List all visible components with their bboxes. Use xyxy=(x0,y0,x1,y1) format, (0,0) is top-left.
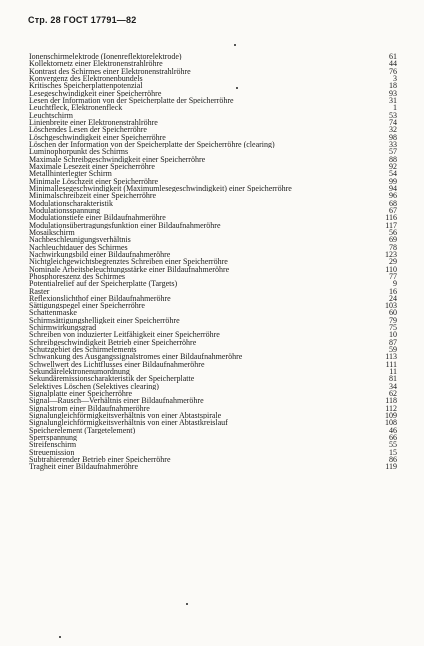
entry-page-number: 112 xyxy=(385,403,397,413)
index-entry xyxy=(29,170,397,177)
entry-term: Leuchtschirm xyxy=(29,111,73,119)
entry-term: Reflexionslichthof einer Bildaufnahmeröhre xyxy=(29,294,171,303)
entry-page-number: 93 xyxy=(389,88,397,98)
entry-term: Sekundärelektronenumordnung xyxy=(29,368,130,376)
index-entry xyxy=(29,302,397,309)
entry-term: Sperrspannung xyxy=(29,434,77,442)
entry-page-number: 117 xyxy=(385,220,397,230)
entry-term: Streifenschirm xyxy=(29,441,77,449)
entry-term: Phosphoreszenz des Schirmes xyxy=(29,272,125,281)
entry-page-number: 67 xyxy=(389,205,397,215)
entry-page-number: 98 xyxy=(389,132,397,142)
entry-term: Signalstrom einer Bildaufnahmeröhre xyxy=(29,404,150,413)
print-speck xyxy=(236,87,238,89)
index-entry xyxy=(29,53,397,60)
index-entry xyxy=(29,412,397,419)
entry-term: Raster xyxy=(29,287,50,295)
entry-page-number: 96 xyxy=(389,191,397,201)
index-list xyxy=(29,53,397,471)
entry-page-number: 60 xyxy=(389,308,397,318)
index-entry xyxy=(29,200,397,207)
entry-page-number: 79 xyxy=(389,315,397,325)
entry-term: Nachwirkungsbild einer Bildaufnahmeröhre xyxy=(29,250,171,259)
index-entry xyxy=(29,258,397,265)
index-entry xyxy=(29,456,397,463)
entry-term: Löschgeschwindigkeit einer Speicherröhre xyxy=(29,133,166,141)
entry-page-number: 11 xyxy=(389,367,397,377)
entry-term: Signalungleichförmigkeitsverhältnis von einer Abtastspirale xyxy=(29,412,222,420)
entry-term: Schattenmaske xyxy=(29,309,77,317)
entry-term: Selektives Löschen (Selektives clearing) xyxy=(29,382,159,391)
entry-term: Mosaikschirm xyxy=(29,228,75,237)
print-speck xyxy=(234,44,236,46)
entry-term: Leuchtfleck, Elektronenfleck xyxy=(29,104,123,112)
entry-page-number: 76 xyxy=(389,66,397,76)
entry-term: Speicherelement (Targetelement) xyxy=(29,426,136,435)
index-entry xyxy=(29,97,397,104)
entry-page-number: 68 xyxy=(389,198,397,208)
entry-term: Modulationsspannung xyxy=(29,206,101,215)
entry-term: Linienbreite einer Elektronenstrahlröhre xyxy=(29,118,158,127)
entry-term: Maximale Lesezeit einer Speicherröhre xyxy=(29,162,155,171)
entry-page-number: 109 xyxy=(385,411,397,421)
index-entry xyxy=(29,353,397,360)
index-entry xyxy=(29,222,397,229)
entry-term: Sättigungspegel einer Speicherröhre xyxy=(29,302,145,310)
index-entry xyxy=(29,449,397,456)
entry-term: Maximale Schreibgeschwindigkeit einer Speicherröhre xyxy=(29,155,206,163)
entry-page-number: 111 xyxy=(385,359,397,369)
entry-page-number: 118 xyxy=(385,396,397,406)
entry-term: Minimalschreibzeit einer Speicherröhre xyxy=(29,192,157,200)
entry-page-number: 86 xyxy=(389,455,397,465)
entry-term: Subtrahierender Betrieb einer Speicherröhre xyxy=(29,456,171,464)
entry-page-number: 10 xyxy=(389,330,397,340)
entry-term: Schreibgeschwindigkeit Betrieb einer Speicherröhre xyxy=(29,338,197,347)
entry-page-number: 92 xyxy=(389,161,397,171)
index-entry xyxy=(29,434,397,441)
index-entry xyxy=(29,280,397,287)
entry-term: Konvergenz des Elektronenbundels xyxy=(29,74,143,83)
index-entry xyxy=(29,214,397,221)
entry-page-number: 108 xyxy=(385,418,397,428)
entry-term: Metallhinterlegter Schirm xyxy=(29,170,112,178)
entry-page-number: 56 xyxy=(389,227,397,237)
index-entry xyxy=(29,361,397,368)
index-entry xyxy=(29,397,397,404)
index-entry xyxy=(29,119,397,126)
entry-page-number: 103 xyxy=(385,301,397,311)
entry-term: Potentialrelief auf der Speicherplatte (Targets) xyxy=(29,280,178,288)
entry-page-number: 34 xyxy=(389,381,397,391)
entry-term: Tragheit einer Bildaufnahmeröhre xyxy=(29,463,139,471)
entry-page-number: 81 xyxy=(389,374,397,384)
index-entry xyxy=(29,251,397,258)
index-entry xyxy=(29,390,397,397)
index-entry xyxy=(29,126,397,133)
entry-page-number: 119 xyxy=(385,462,397,472)
entry-page-number: 44 xyxy=(389,59,397,69)
entry-term: Schirmwirkungsgrad xyxy=(29,324,97,332)
entry-page-number: 57 xyxy=(389,147,397,157)
entry-page-number: 16 xyxy=(389,286,397,296)
index-entry xyxy=(29,75,397,82)
entry-page-number: 32 xyxy=(389,125,397,135)
index-entry xyxy=(29,463,397,470)
entry-page-number: 78 xyxy=(389,242,397,252)
page-header: Стр. 28 ГОСТ 17791—82 xyxy=(28,15,137,25)
entry-page-number: 87 xyxy=(389,337,397,347)
index-entry xyxy=(29,288,397,295)
entry-page-number: 77 xyxy=(389,271,397,281)
entry-term: Nachleuchtdauer des Schirmes xyxy=(29,243,128,251)
entry-page-number: 18 xyxy=(389,81,397,91)
index-entry xyxy=(29,273,397,280)
entry-page-number: 3 xyxy=(393,73,397,83)
entry-page-number: 1 xyxy=(393,103,397,113)
entry-page-number: 88 xyxy=(389,154,397,164)
entry-term: Streuemission xyxy=(29,448,75,457)
entry-page-number: 53 xyxy=(389,110,397,120)
entry-term: Löschendes Lesen der Speicherröhre xyxy=(29,126,147,134)
index-entry xyxy=(29,427,397,434)
entry-term: Nachbeschleunigungsverhältnis xyxy=(29,236,131,244)
entry-term: Schreiben von induzierter Leitfähigkeit einer Speicherröhre xyxy=(29,331,220,339)
entry-page-number: 9 xyxy=(393,279,397,289)
entry-page-number: 33 xyxy=(389,139,397,149)
entry-page-number: 15 xyxy=(389,447,397,457)
index-entry xyxy=(29,236,397,243)
entry-term: Minimallesegeschwindigkeit (Maximumlesegeschwindigkeit) einer Speicherröhre xyxy=(29,184,292,193)
index-entry xyxy=(29,441,397,448)
index-entry xyxy=(29,148,397,155)
entry-term: Signalungleichförmigkeitsverhältnis von einer Abtastkreislauf xyxy=(29,419,228,427)
entry-term: Modulationstiefe einer Bildaufnahmeröhre xyxy=(29,214,166,222)
entry-page-number: 54 xyxy=(389,169,397,179)
index-entry xyxy=(29,60,397,67)
entry-term: Kollektornetz einer Elektronenstrahlröhre xyxy=(29,60,163,68)
entry-page-number: 94 xyxy=(389,183,397,193)
index-entry xyxy=(29,68,397,75)
entry-term: Schirmsättigungshelligkeit einer Speicherröhre xyxy=(29,316,180,325)
entry-term: Kritisches Speicherplattenpotenzial xyxy=(29,82,143,90)
entry-term: Minimale Löschzeit einer Speicherröhre xyxy=(29,177,159,185)
entry-page-number: 123 xyxy=(385,249,397,259)
index-entry xyxy=(29,331,397,338)
entry-term: Nichtgleichgewichtsbegrenztes Schreiben einer Speicherröhre xyxy=(29,258,228,266)
index-entry xyxy=(29,317,397,324)
index-entry xyxy=(29,405,397,412)
entry-page-number: 29 xyxy=(389,257,397,267)
index-entry xyxy=(29,156,397,163)
entry-page-number: 59 xyxy=(389,345,397,355)
entry-term: Ionenschirmelektrode (Ionenreflektorelektrode) xyxy=(29,53,182,61)
entry-page-number: 116 xyxy=(385,213,397,223)
entry-page-number: 113 xyxy=(385,352,397,362)
index-entry xyxy=(29,185,397,192)
index-entry xyxy=(29,112,397,119)
index-entry xyxy=(29,134,397,141)
entry-page-number: 69 xyxy=(389,235,397,245)
index-entry xyxy=(29,207,397,214)
index-entry xyxy=(29,309,397,316)
index-entry xyxy=(29,104,397,111)
entry-term: Modulationscharakteristik xyxy=(29,199,113,207)
index-entry xyxy=(29,82,397,89)
entry-term: Signalplatte einer Speicherröhre xyxy=(29,390,133,398)
index-entry xyxy=(29,324,397,331)
entry-term: Luminophorpunkt des Schirms xyxy=(29,148,129,156)
entry-page-number: 31 xyxy=(389,95,397,105)
print-speck xyxy=(186,603,188,605)
entry-page-number: 74 xyxy=(389,117,397,127)
entry-term: Signal—Rausch—Verhältnis einer Bildaufnahmeröhre xyxy=(29,397,204,405)
entry-term: Schwellwert des Lichtflusses einer Bildaufnahmeröhre xyxy=(29,360,205,369)
entry-page-number: 110 xyxy=(385,264,397,274)
index-entry xyxy=(29,295,397,302)
entry-term: Schutzgebiet des Schirmelements xyxy=(29,346,137,354)
entry-term: Kontrast des Schirmes einer Elektronenstrahlröhre xyxy=(29,67,191,75)
index-entry xyxy=(29,266,397,273)
index-entry xyxy=(29,229,397,236)
index-entry xyxy=(29,375,397,382)
entry-term: Modulationsübertragungsfunktion einer Bildaufnahmeröhre xyxy=(29,221,221,229)
entry-page-number: 61 xyxy=(389,52,397,61)
entry-term: Schwankung des Ausgangssignalstromes einer Bildaufnahmeröhre xyxy=(29,353,243,361)
index-entry xyxy=(29,141,397,148)
entry-page-number: 66 xyxy=(389,433,397,443)
entry-page-number: 99 xyxy=(389,176,397,186)
index-entry xyxy=(29,419,397,426)
entry-page-number: 62 xyxy=(389,389,397,399)
entry-term: Sekundäremissionscharakteristik der Speicherplatte xyxy=(29,375,195,383)
entry-term: Lesegeschwindigkeit einer Speicherröhre xyxy=(29,89,162,97)
index-entry xyxy=(29,368,397,375)
index-entry xyxy=(29,244,397,251)
entry-page-number: 55 xyxy=(389,440,397,450)
index-entry xyxy=(29,346,397,353)
entry-term: Löschen der Information von der Speicherplatte der Speicherröhre (clearing) xyxy=(29,140,275,149)
index-entry xyxy=(29,90,397,97)
index-entry xyxy=(29,383,397,390)
index-entry xyxy=(29,178,397,185)
entry-term: Lesen der Information von der Speicherplatte der Speicherröhre xyxy=(29,96,234,105)
index-entry xyxy=(29,163,397,170)
entry-page-number: 75 xyxy=(389,323,397,333)
index-entry xyxy=(29,339,397,346)
index-entry xyxy=(29,192,397,199)
entry-page-number: 46 xyxy=(389,425,397,435)
entry-page-number: 24 xyxy=(389,293,397,303)
entry-term: Nominale Arbeitsbeleuchtungsstärke einer Bildaufnahmeröhre xyxy=(29,265,230,273)
print-speck xyxy=(59,636,61,638)
